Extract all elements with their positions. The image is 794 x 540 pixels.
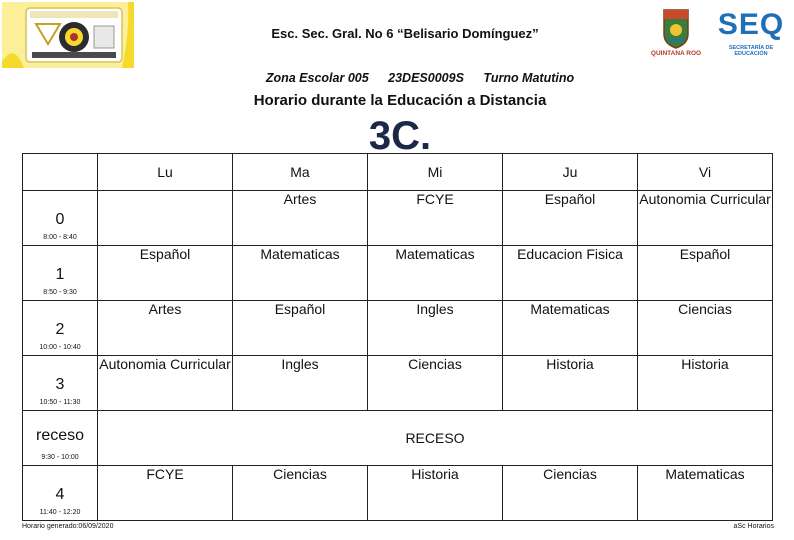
class-slot: Artes bbox=[233, 191, 368, 246]
class-slot: Matematicas bbox=[638, 466, 773, 521]
class-slot: Español bbox=[503, 191, 638, 246]
shift-label: Turno Matutino bbox=[483, 71, 575, 85]
period-time: 10:50 - 11:30 bbox=[39, 399, 81, 406]
recess-time: 9:30 - 10:00 bbox=[41, 454, 79, 461]
state-logo-text: QUINTANA ROO bbox=[650, 50, 702, 57]
class-slot: Autonomia Curricular bbox=[98, 356, 233, 411]
period-number: 1 bbox=[55, 266, 65, 283]
class-slot: Español bbox=[638, 246, 773, 301]
recess-row bbox=[23, 411, 773, 466]
period-time: 8:50 - 9:30 bbox=[43, 289, 77, 296]
schedule-table bbox=[22, 153, 773, 521]
period-cell bbox=[23, 301, 98, 356]
generated-date: Horario generado:06/09/2020 bbox=[22, 523, 114, 530]
school-logo bbox=[2, 2, 134, 68]
class-slot: Ciencias bbox=[233, 466, 368, 521]
period-number: 2 bbox=[55, 321, 65, 338]
period-number: 3 bbox=[55, 376, 65, 393]
recess-cell bbox=[23, 411, 98, 466]
day-header: Mi bbox=[368, 154, 503, 191]
class-slot: Historia bbox=[503, 356, 638, 411]
class-slot: Matematicas bbox=[368, 246, 503, 301]
class-slot: Ciencias bbox=[638, 301, 773, 356]
period-cell bbox=[23, 191, 98, 246]
class-slot: Ingles bbox=[233, 356, 368, 411]
class-slot: Español bbox=[98, 246, 233, 301]
class-slot: Español bbox=[233, 301, 368, 356]
period-time: 11:40 - 12:20 bbox=[39, 509, 81, 516]
day-header: Lu bbox=[98, 154, 233, 191]
period-cell bbox=[23, 466, 98, 521]
period-row bbox=[23, 246, 773, 301]
seq-logo-subtext: SECRETARÍA DE EDUCACIÓN bbox=[728, 45, 774, 57]
class-slot: FCYE bbox=[98, 466, 233, 521]
class-slot: Historia bbox=[368, 466, 503, 521]
period-row bbox=[23, 301, 773, 356]
period-row bbox=[23, 191, 773, 246]
cct-code: 23DES0009S bbox=[388, 71, 464, 85]
seq-logo-text: SEQ bbox=[717, 8, 785, 41]
state-emblem-icon bbox=[646, 6, 706, 50]
group-title: 3C. bbox=[368, 114, 432, 158]
software-credit: aSc Horarios bbox=[733, 523, 774, 530]
class-slot: Educacion Fisica bbox=[503, 246, 638, 301]
class-slot: Ciencias bbox=[368, 356, 503, 411]
class-slot: Autonomia Curricular bbox=[638, 191, 773, 246]
recess-banner: RECESO bbox=[98, 411, 773, 466]
class-slot: Ciencias bbox=[503, 466, 638, 521]
period-number: 0 bbox=[55, 211, 65, 228]
period-number: 4 bbox=[55, 486, 65, 503]
day-header: Ma bbox=[233, 154, 368, 191]
state-logo bbox=[646, 6, 706, 62]
zone-label: Zona Escolar 005 bbox=[265, 71, 369, 85]
class-slot: Matematicas bbox=[503, 301, 638, 356]
day-header-row bbox=[23, 154, 773, 191]
day-header: Ju bbox=[503, 154, 638, 191]
school-name: Esc. Sec. Gral. No 6 “Belisario Domínguez” bbox=[271, 26, 539, 41]
period-cell bbox=[23, 356, 98, 411]
class-slot: Matematicas bbox=[233, 246, 368, 301]
period-cell bbox=[23, 246, 98, 301]
period-time: 8:00 - 8:40 bbox=[43, 234, 77, 241]
class-slot: Artes bbox=[98, 301, 233, 356]
day-header: Vi bbox=[638, 154, 773, 191]
period-row bbox=[23, 466, 773, 521]
class-slot: Ingles bbox=[368, 301, 503, 356]
corner-cell bbox=[23, 154, 98, 191]
schedule-subtitle: Horario durante la Educación a Distancia bbox=[253, 92, 547, 109]
period-time: 10:00 - 10:40 bbox=[39, 344, 81, 351]
period-row bbox=[23, 356, 773, 411]
recess-label: receso bbox=[35, 427, 85, 444]
class-slot: FCYE bbox=[368, 191, 503, 246]
class-slot: Historia bbox=[638, 356, 773, 411]
school-zone-line bbox=[200, 71, 640, 85]
seq-logo bbox=[712, 8, 790, 60]
class-slot bbox=[98, 191, 233, 246]
